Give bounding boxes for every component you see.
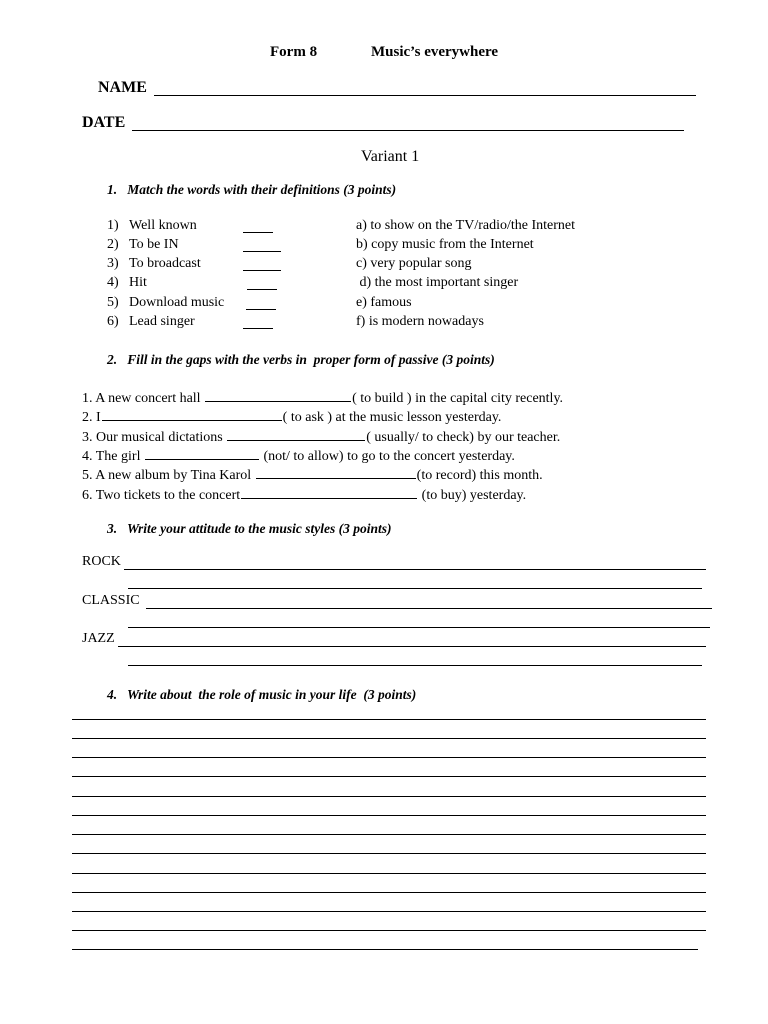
- writing-line[interactable]: [72, 796, 706, 797]
- word-item: 1) Well known: [107, 218, 197, 233]
- task4-title: 4. Write about the role of music in your life (3 points): [107, 687, 417, 702]
- definition-item: d) the most important singer: [356, 275, 519, 290]
- sentence: 5. A new album by Tina Karol (to record) this month.: [82, 468, 543, 483]
- style-label-classic: CLASSIC: [82, 593, 140, 608]
- writing-line[interactable]: [72, 834, 706, 835]
- word-item: 3) To broadcast: [107, 256, 201, 271]
- definition-item: c) very popular song: [356, 256, 472, 271]
- writing-line[interactable]: [72, 815, 706, 816]
- gap-blank[interactable]: [241, 486, 417, 499]
- task3-title: 3. Write your attitude to the music styles (3 points): [107, 521, 392, 536]
- answer-blank[interactable]: [246, 309, 276, 310]
- sentence: 1. A new concert hall ( to build ) in the capital city recently.: [82, 391, 564, 406]
- answer-line[interactable]: [128, 627, 710, 628]
- date-label: DATE: [82, 114, 126, 131]
- definition-item: f) is modern nowadays: [356, 314, 484, 329]
- answer-line[interactable]: [146, 608, 712, 609]
- writing-line[interactable]: [72, 949, 698, 950]
- writing-line[interactable]: [72, 853, 706, 854]
- definition-item: e) famous: [356, 295, 412, 310]
- gap-blank[interactable]: [256, 466, 416, 479]
- answer-blank[interactable]: [247, 289, 277, 290]
- answer-line[interactable]: [118, 646, 706, 647]
- word-item: 6) Lead singer: [107, 314, 195, 329]
- gap-blank[interactable]: [145, 447, 259, 460]
- definition-item: b) copy music from the Internet: [356, 237, 534, 252]
- task1-title: 1. Match the words with their definitions (3 points): [107, 182, 397, 197]
- writing-line[interactable]: [72, 873, 706, 874]
- writing-line[interactable]: [72, 892, 706, 893]
- sentence: 6. Two tickets to the concert (to buy) yesterday.: [82, 488, 527, 503]
- form-label: Form 8: [270, 44, 318, 60]
- definition-item: a) to show on the TV/radio/the Internet: [356, 218, 576, 233]
- gap-blank[interactable]: [102, 408, 282, 421]
- date-line[interactable]: [132, 130, 684, 131]
- answer-blank[interactable]: [243, 270, 281, 271]
- variant-label: Variant 1: [361, 148, 420, 165]
- name-label: NAME: [98, 79, 147, 96]
- style-label-rock: ROCK: [82, 554, 121, 569]
- word-item: 4) Hit: [107, 275, 147, 290]
- answer-blank[interactable]: [243, 232, 273, 233]
- topic-title: Music’s everywhere: [371, 44, 499, 60]
- answer-line[interactable]: [128, 665, 702, 666]
- style-label-jazz: JAZZ: [82, 631, 115, 646]
- name-line[interactable]: [154, 95, 696, 96]
- writing-line[interactable]: [72, 757, 706, 758]
- writing-line[interactable]: [72, 930, 706, 931]
- writing-line[interactable]: [72, 911, 706, 912]
- sentence: 4. The girl (not/ to allow) to go to the concert yesterday.: [82, 449, 515, 464]
- word-item: 5) Download music: [107, 295, 225, 310]
- answer-line[interactable]: [128, 588, 702, 589]
- sentence: 3. Our musical dictations ( usually/ to check) by our teacher.: [82, 430, 561, 445]
- gap-blank[interactable]: [205, 389, 351, 402]
- sentence: 2. I ( to ask ) at the music lesson yesterday.: [82, 410, 502, 425]
- task2-title: 2. Fill in the gaps with the verbs in proper form of passive (3 points): [107, 352, 495, 367]
- writing-line[interactable]: [72, 719, 706, 720]
- answer-blank[interactable]: [243, 251, 281, 252]
- gap-blank[interactable]: [227, 428, 365, 441]
- answer-line[interactable]: [124, 569, 706, 570]
- answer-blank[interactable]: [243, 328, 273, 329]
- writing-line[interactable]: [72, 776, 706, 777]
- word-item: 2) To be IN: [107, 237, 179, 252]
- writing-line[interactable]: [72, 738, 706, 739]
